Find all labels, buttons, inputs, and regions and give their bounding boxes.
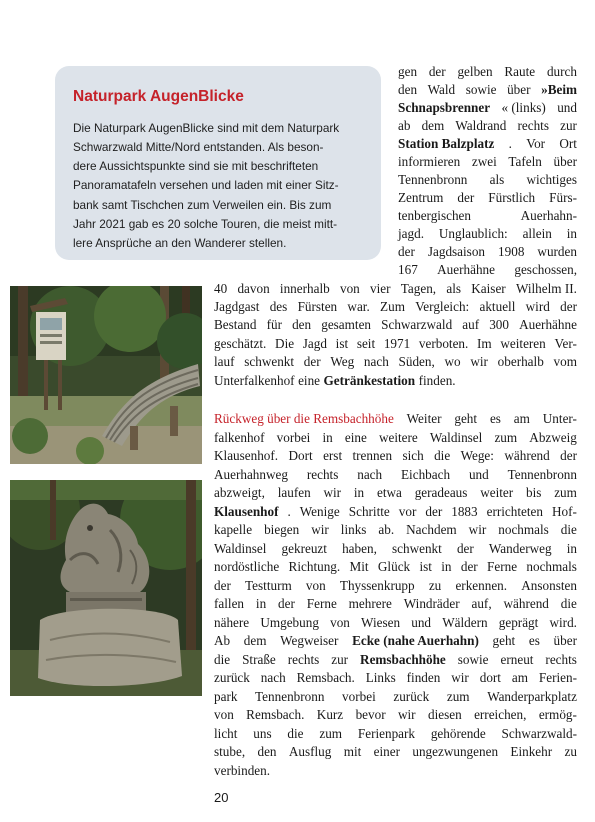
word: Zentrum bbox=[398, 190, 444, 205]
word: Klausenhof. bbox=[214, 448, 279, 463]
text-line bbox=[398, 135, 577, 153]
word: in bbox=[322, 430, 333, 445]
word: Ort bbox=[559, 136, 577, 151]
word: 1971 bbox=[383, 336, 411, 351]
word: durch bbox=[546, 64, 577, 79]
word: Glück bbox=[377, 559, 411, 574]
word: den bbox=[257, 744, 277, 759]
word: als bbox=[489, 172, 505, 187]
word: informieren bbox=[398, 154, 461, 169]
word: wurden bbox=[537, 244, 577, 259]
word: der bbox=[214, 578, 231, 593]
word: Auerhähne bbox=[519, 317, 577, 332]
word: rechts bbox=[287, 652, 320, 667]
word: Windräder bbox=[403, 596, 460, 611]
word: Waldinsel bbox=[429, 430, 483, 445]
word: gelben bbox=[457, 64, 493, 79]
word: in bbox=[441, 559, 452, 574]
word: finden. bbox=[418, 373, 456, 388]
word: am bbox=[513, 411, 530, 426]
word: ab. bbox=[378, 522, 395, 537]
word: falkenhof bbox=[214, 430, 265, 445]
bold-word: Station Balzplatz bbox=[398, 136, 495, 151]
word: kapelle bbox=[214, 522, 253, 537]
word: Weg bbox=[330, 354, 355, 369]
word: Umgebung bbox=[260, 615, 319, 630]
word: gekreuzt bbox=[281, 541, 327, 556]
word: Ab bbox=[214, 633, 231, 648]
word: 167 bbox=[398, 262, 418, 277]
bold-word: Remsbachhöhe bbox=[360, 652, 446, 667]
word: 1908 bbox=[498, 244, 525, 259]
word: der bbox=[460, 559, 478, 574]
word: die bbox=[214, 652, 231, 667]
word: Wiesen bbox=[361, 615, 401, 630]
word: geschossen, bbox=[514, 262, 577, 277]
word: geradeaus bbox=[414, 485, 468, 500]
word: Waldinsel bbox=[214, 541, 267, 556]
word: in bbox=[353, 485, 365, 500]
word: verbinden. bbox=[214, 763, 271, 778]
word: ermög- bbox=[538, 707, 577, 722]
word: Schwarzwald- bbox=[501, 726, 577, 741]
word: vom bbox=[553, 354, 577, 369]
word: eine bbox=[298, 373, 321, 388]
word: ab bbox=[398, 118, 411, 133]
word: erst bbox=[323, 448, 343, 463]
text-line bbox=[214, 298, 577, 316]
word: und bbox=[468, 467, 489, 482]
word: als bbox=[446, 281, 462, 296]
word: Auerhahnweg bbox=[214, 467, 288, 482]
word: Wegweiser bbox=[280, 633, 339, 648]
word: Eichbach bbox=[401, 467, 451, 482]
info-box-naturpark-augenblicke bbox=[55, 66, 381, 260]
word: Schritte bbox=[348, 504, 390, 519]
text-line bbox=[214, 725, 577, 743]
word: Unter- bbox=[542, 411, 577, 426]
word: zum bbox=[494, 430, 518, 445]
word: nochmals bbox=[498, 522, 549, 537]
word: der bbox=[278, 596, 295, 611]
word: Wanderparkplatz bbox=[487, 689, 577, 704]
word: Raute bbox=[504, 64, 536, 79]
word: dem bbox=[421, 118, 445, 133]
word: vor bbox=[398, 504, 417, 519]
word: zur bbox=[331, 652, 349, 667]
bold-word: »Beim bbox=[541, 82, 577, 97]
word: diesen bbox=[427, 707, 462, 722]
word: die bbox=[560, 522, 577, 537]
word: tenbergischen bbox=[398, 208, 471, 223]
word: wir bbox=[451, 670, 469, 685]
word: Süden, bbox=[398, 354, 435, 369]
word: der bbox=[425, 504, 443, 519]
word: Wilhelm II. bbox=[515, 281, 577, 296]
word: zu bbox=[564, 744, 577, 759]
word: etwa bbox=[376, 485, 402, 500]
word: Fürstlich bbox=[488, 190, 536, 205]
word: abzweigt, bbox=[214, 485, 265, 500]
word: vier bbox=[370, 281, 391, 296]
word: Ver- bbox=[554, 336, 577, 351]
word: fallen bbox=[214, 596, 245, 611]
word: links bbox=[340, 522, 367, 537]
word: Richtung. bbox=[288, 559, 341, 574]
text-line bbox=[214, 484, 577, 502]
word: während bbox=[503, 596, 549, 611]
word: der bbox=[398, 244, 415, 259]
word: lauf bbox=[214, 354, 235, 369]
word: Wenige bbox=[299, 504, 340, 519]
text-line bbox=[214, 521, 577, 539]
word: Ausflug bbox=[288, 744, 332, 759]
word: schwenkt bbox=[244, 354, 295, 369]
word: oberhalb bbox=[497, 354, 544, 369]
photo-auerhahn-sculpture bbox=[10, 480, 202, 696]
word: den bbox=[292, 317, 312, 332]
page-number: 20 bbox=[214, 790, 229, 805]
word: Tennenbronn bbox=[507, 467, 577, 482]
word: wir bbox=[397, 707, 416, 722]
word: zur bbox=[560, 118, 577, 133]
word: Auerhahn- bbox=[520, 208, 577, 223]
text-line bbox=[398, 99, 577, 117]
word: . bbox=[508, 136, 512, 151]
word: finden bbox=[406, 670, 441, 685]
word: rechts bbox=[545, 652, 577, 667]
text-line bbox=[214, 316, 577, 334]
word: Ferne bbox=[306, 596, 337, 611]
word: und bbox=[411, 615, 432, 630]
word: zum bbox=[446, 689, 470, 704]
word: in bbox=[255, 596, 267, 611]
word: Zum bbox=[380, 299, 405, 314]
text-line bbox=[214, 447, 577, 465]
word: ist bbox=[335, 336, 349, 351]
word: 40 bbox=[214, 281, 228, 296]
word: zum bbox=[554, 485, 577, 500]
word: geschätzt. bbox=[214, 336, 267, 351]
word: Kaiser bbox=[471, 281, 506, 296]
info-box-title: Naturpark AugenBlicke bbox=[73, 88, 244, 105]
word: Wäldern bbox=[442, 615, 488, 630]
info-box-line: Schwarzwald Mitte/Nord entstanden. Als beson- bbox=[73, 139, 324, 154]
text-line bbox=[398, 189, 577, 207]
text-line bbox=[214, 335, 577, 353]
word: Ferien- bbox=[538, 670, 577, 685]
word: sowie bbox=[465, 82, 497, 97]
word: eine bbox=[344, 430, 367, 445]
word: Im bbox=[477, 336, 492, 351]
word: Fürsten bbox=[297, 299, 338, 314]
info-box-line: dere Aussichtspunkte sind sie mit beschrifteten bbox=[73, 159, 319, 174]
word: Ferne bbox=[487, 559, 518, 574]
word: Waldrand bbox=[455, 118, 507, 133]
bold-word: Getränkestation bbox=[323, 373, 416, 388]
word: Unterfalkenhof bbox=[214, 373, 295, 388]
text-line bbox=[214, 280, 577, 298]
word: Thyssenkrupp bbox=[339, 578, 415, 593]
info-box-line: Die Naturpark AugenBlicke sind mit dem Naturpark bbox=[73, 120, 340, 135]
word: wir bbox=[470, 354, 488, 369]
word: erkennen. bbox=[455, 578, 508, 593]
word: seit bbox=[356, 336, 376, 351]
text-line bbox=[214, 372, 577, 390]
word: nochmals bbox=[526, 559, 577, 574]
word: schwenkt bbox=[392, 541, 442, 556]
word: die bbox=[287, 726, 304, 741]
text-line bbox=[398, 153, 577, 171]
word: der bbox=[560, 299, 577, 314]
word: ungezwungenen bbox=[412, 744, 499, 759]
bold-word: Klausenhof bbox=[214, 504, 279, 519]
word: es bbox=[489, 411, 501, 426]
word: biegen bbox=[264, 522, 300, 537]
word: von bbox=[330, 615, 350, 630]
word: des bbox=[269, 299, 288, 314]
word: Abzweig bbox=[529, 430, 577, 445]
word: über bbox=[507, 82, 531, 97]
word: Wanderweg bbox=[488, 541, 552, 556]
word: für bbox=[266, 317, 282, 332]
text-line bbox=[214, 558, 577, 576]
word: den bbox=[398, 82, 418, 97]
text-line bbox=[214, 614, 577, 632]
word: am bbox=[511, 670, 528, 685]
word: wird bbox=[525, 299, 550, 314]
text-line bbox=[398, 171, 577, 189]
word: nähere bbox=[214, 615, 250, 630]
word: in bbox=[566, 541, 577, 556]
word: Remsbach. bbox=[296, 670, 355, 685]
word: und bbox=[557, 100, 577, 115]
word: geht bbox=[454, 411, 478, 426]
text-line bbox=[214, 632, 577, 650]
word: dort bbox=[479, 670, 501, 685]
word: Dort bbox=[288, 448, 313, 463]
word: Auerhähne bbox=[437, 262, 495, 277]
word: gen bbox=[398, 64, 418, 79]
word: Kurz bbox=[316, 707, 344, 722]
word: davon bbox=[237, 281, 270, 296]
word: innerhalb bbox=[279, 281, 330, 296]
word: Jagd bbox=[302, 336, 327, 351]
word: geht bbox=[492, 633, 516, 648]
word: der bbox=[303, 354, 321, 369]
word: sich bbox=[402, 448, 424, 463]
word: es bbox=[528, 633, 540, 648]
word: gehörende bbox=[430, 726, 486, 741]
word: bevor bbox=[355, 707, 386, 722]
word: wir bbox=[323, 485, 342, 500]
word: Weiter bbox=[406, 411, 442, 426]
word: rechts bbox=[517, 118, 549, 133]
word: zurück bbox=[214, 670, 250, 685]
word: bis bbox=[525, 485, 542, 500]
word: Testturm bbox=[245, 578, 292, 593]
text-line bbox=[214, 688, 577, 706]
word: laufen bbox=[277, 485, 311, 500]
word: nach bbox=[260, 670, 286, 685]
text-line bbox=[214, 429, 577, 447]
word: weitere bbox=[378, 430, 418, 445]
text-line bbox=[214, 743, 577, 761]
word: zum bbox=[319, 726, 343, 741]
word: zu bbox=[428, 578, 442, 593]
word: Mit bbox=[349, 559, 369, 574]
word: wir bbox=[468, 522, 487, 537]
word: verboten. bbox=[418, 336, 469, 351]
word: wir bbox=[311, 522, 329, 537]
word: ist bbox=[419, 559, 432, 574]
info-box-body bbox=[73, 119, 363, 254]
text-line bbox=[214, 466, 577, 484]
word: Tagen, bbox=[400, 281, 437, 296]
word: nordöstliche bbox=[214, 559, 280, 574]
word: vorbei bbox=[342, 689, 376, 704]
text-line bbox=[398, 207, 577, 225]
text-line bbox=[214, 595, 577, 613]
word: Links bbox=[365, 670, 396, 685]
word: wichtiges bbox=[526, 172, 577, 187]
word: die bbox=[434, 448, 451, 463]
section-heading: Rückweg über die Remsbachhöhe bbox=[214, 411, 394, 426]
word: auf bbox=[462, 317, 480, 332]
word: licht bbox=[214, 726, 238, 741]
text-line bbox=[398, 81, 577, 99]
word: Vor bbox=[526, 136, 546, 151]
word: war. bbox=[347, 299, 370, 314]
info-box-line: lere Ansprüche an den Wanderer stellen. bbox=[73, 236, 287, 251]
word: Unglaublich: bbox=[438, 226, 508, 241]
word: Einkehr bbox=[510, 744, 553, 759]
word: Straße bbox=[242, 652, 276, 667]
info-box-line: bank samt Tischchen zum Verweilen ein. Bis zum bbox=[73, 197, 332, 212]
word: Ferienpark bbox=[357, 726, 415, 741]
word: aktuell bbox=[479, 299, 516, 314]
word: von bbox=[214, 707, 234, 722]
word: zwei bbox=[471, 154, 497, 169]
word: wo bbox=[444, 354, 461, 369]
word: Wege: bbox=[460, 448, 494, 463]
word: Jagdgast bbox=[214, 299, 260, 314]
word: Vergleich: bbox=[415, 299, 470, 314]
word: jagd. bbox=[398, 226, 425, 241]
info-box-line: Panoramatafeln versehen und laden mit einer Sitz- bbox=[73, 178, 339, 193]
photo-lounger-bench bbox=[10, 286, 202, 464]
word: weiter bbox=[480, 485, 514, 500]
text-line bbox=[214, 410, 577, 428]
text-line bbox=[398, 63, 577, 81]
text-line bbox=[214, 577, 577, 595]
word: der bbox=[457, 190, 475, 205]
word: erneut bbox=[500, 652, 534, 667]
word: haben, bbox=[342, 541, 377, 556]
word: rechts bbox=[306, 467, 339, 482]
word: trennen bbox=[352, 448, 393, 463]
text-line bbox=[214, 503, 577, 521]
word: der bbox=[560, 448, 577, 463]
word: über bbox=[553, 154, 577, 169]
word: der bbox=[428, 64, 446, 79]
text-line bbox=[398, 225, 577, 243]
word: in bbox=[566, 226, 577, 241]
word: errichteten bbox=[486, 504, 543, 519]
word: mehrere bbox=[348, 596, 392, 611]
word: Tennenbronn bbox=[255, 689, 325, 704]
word: auf, bbox=[471, 596, 492, 611]
info-box-line: Jahr 2021 gab es 20 solche Touren, die meist mitt- bbox=[73, 217, 338, 232]
word: von bbox=[339, 281, 360, 296]
text-line bbox=[214, 540, 577, 558]
text-line bbox=[214, 706, 577, 724]
text-line bbox=[214, 762, 577, 780]
word: park bbox=[214, 689, 238, 704]
text-line bbox=[214, 669, 577, 687]
word: 1883 bbox=[451, 504, 478, 519]
word: einer bbox=[373, 744, 401, 759]
word: der bbox=[456, 541, 474, 556]
word: mit bbox=[343, 744, 362, 759]
word: Fürs- bbox=[549, 190, 577, 205]
word: Hof- bbox=[551, 504, 577, 519]
word: Remsbach. bbox=[246, 707, 305, 722]
word: wird. bbox=[549, 615, 577, 630]
word: weiteren bbox=[500, 336, 546, 351]
word: nach bbox=[357, 467, 383, 482]
word: Ansonsten bbox=[521, 578, 577, 593]
word: stube, bbox=[214, 744, 246, 759]
word: dem bbox=[243, 633, 267, 648]
text-line bbox=[214, 651, 577, 669]
word: uns bbox=[253, 726, 272, 741]
word: « (links) bbox=[501, 100, 546, 115]
text-line bbox=[398, 243, 577, 261]
word: 300 bbox=[489, 317, 509, 332]
word: Nachdem bbox=[406, 522, 457, 537]
word: vorbei bbox=[276, 430, 311, 445]
word: nach bbox=[363, 354, 389, 369]
word: gesamten bbox=[321, 317, 372, 332]
word: sowie bbox=[457, 652, 489, 667]
word: zurück bbox=[393, 689, 430, 704]
word: die bbox=[560, 596, 577, 611]
text-line bbox=[398, 261, 577, 279]
word: Wald bbox=[427, 82, 456, 97]
word: während bbox=[504, 448, 550, 463]
word: von bbox=[305, 578, 326, 593]
bold-word: Ecke (nahe Auerhahn) bbox=[352, 633, 479, 648]
word: Bestand bbox=[214, 317, 257, 332]
word: allein bbox=[522, 226, 552, 241]
word: Tafeln bbox=[508, 154, 542, 169]
text-line bbox=[214, 353, 577, 371]
word: über bbox=[553, 633, 577, 648]
word: Tennenbronn bbox=[398, 172, 468, 187]
word: geprägt bbox=[498, 615, 539, 630]
word: Die bbox=[275, 336, 295, 351]
text-line bbox=[398, 117, 577, 135]
bold-word: Schnapsbrenner bbox=[398, 100, 491, 115]
word: Schwarzwald bbox=[381, 317, 453, 332]
word: . bbox=[287, 504, 291, 519]
word: erreichen, bbox=[474, 707, 527, 722]
word: Jagdsaison bbox=[427, 244, 486, 259]
